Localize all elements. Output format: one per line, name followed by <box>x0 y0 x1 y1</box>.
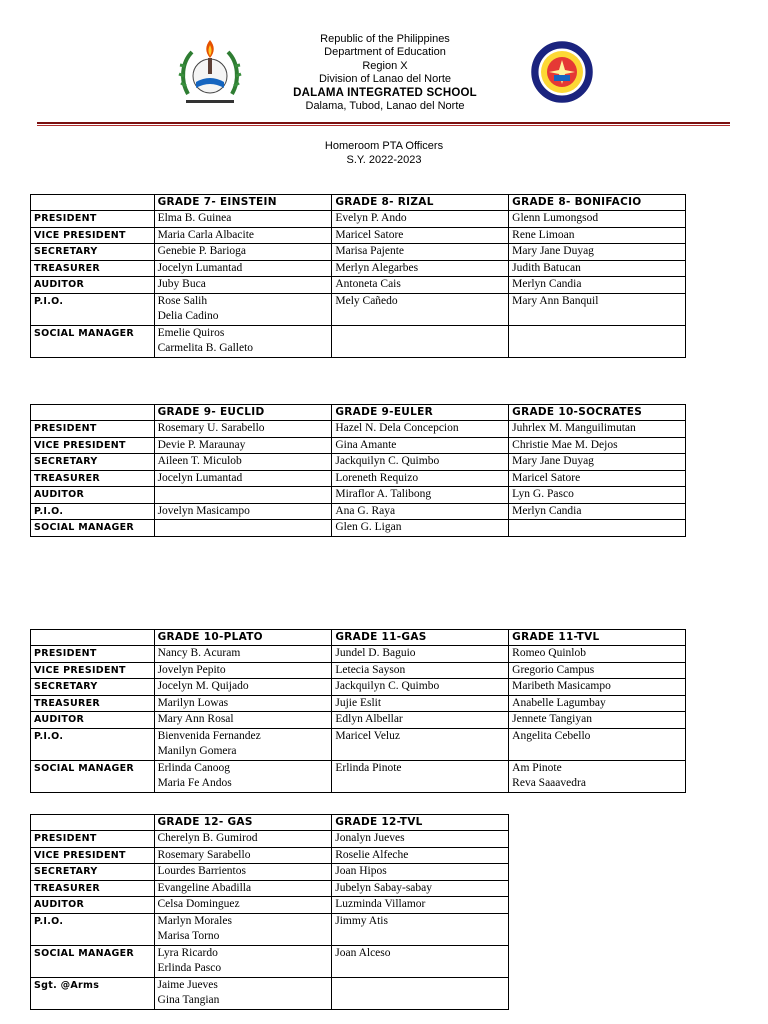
officer-name: Christie Mae M. Dejos <box>512 438 618 451</box>
officer-name-cell <box>154 679 332 696</box>
officer-name-cell <box>154 945 332 977</box>
table-row <box>31 880 509 897</box>
officer-name-cell <box>332 831 509 848</box>
officers-table-2 <box>30 404 686 537</box>
officer-name-cell <box>509 454 686 471</box>
officer-name-cell <box>332 470 509 487</box>
table-row <box>31 470 686 487</box>
officer-name: Carmelita B. Galleto <box>157 342 254 354</box>
table-row <box>31 831 509 848</box>
officer-name: Celsa Dominguez <box>157 898 240 910</box>
division-seal-icon <box>178 36 242 110</box>
officer-name: Joan Alceso <box>335 946 391 959</box>
header-line-3: Region X <box>362 59 408 72</box>
officer-name: Angelita Cebello <box>512 729 591 742</box>
officer-name-cell <box>332 260 509 277</box>
officer-name-cell <box>154 421 332 438</box>
position-label: VICE PRESIDENT <box>31 662 155 679</box>
officer-name: Jackquilyn C. Quimbo <box>335 680 440 692</box>
officer-name-cell <box>509 760 686 792</box>
officer-name: Bienvenida Fernandez <box>157 729 261 742</box>
officer-name-cell <box>332 520 509 537</box>
officer-name-cell <box>154 227 332 244</box>
officer-name-cell <box>332 211 509 228</box>
table-row <box>31 421 686 438</box>
school-address: Dalama, Tubod, Lanao del Norte <box>305 100 465 113</box>
position-label: AUDITOR <box>31 712 155 729</box>
position-header-cell <box>31 630 155 646</box>
position-label: P.I.O. <box>31 293 155 325</box>
officer-name: Jubelyn Sabay-sabay <box>335 881 433 894</box>
position-label: PRESIDENT <box>31 646 155 663</box>
officer-name-cell <box>509 520 686 537</box>
school-name: DALAMA INTEGRATED SCHOOL <box>293 86 477 99</box>
officer-name: Delia Cadino <box>157 310 219 322</box>
officer-name-cell <box>509 277 686 294</box>
officer-name: Gina Tangian <box>157 994 220 1006</box>
officer-name-cell <box>332 913 509 945</box>
officer-name-cell <box>154 977 332 1009</box>
officer-name-cell <box>509 325 686 357</box>
officer-name: Rosemary Sarabello <box>157 848 251 861</box>
officer-name: Marilyn Lowas <box>157 696 229 709</box>
grade-header: GRADE 12- GAS <box>154 815 332 831</box>
officer-name: Merlyn Candia <box>512 278 582 290</box>
officer-name-cell <box>332 227 509 244</box>
position-label: PRESIDENT <box>31 831 155 848</box>
position-label: TREASURER <box>31 880 155 897</box>
officer-name-cell <box>154 646 332 663</box>
officer-name-cell <box>332 760 509 792</box>
officer-name: Joan Hipos <box>335 865 387 877</box>
officer-name: Anabelle Lagumbay <box>512 696 606 709</box>
officer-name-cell <box>154 211 332 228</box>
grade-header: GRADE 9- EUCLID <box>154 405 332 421</box>
officer-name-cell <box>332 864 509 881</box>
officer-name: Jennete Tangiyan <box>512 713 592 725</box>
officer-name: Aileen T. Miculob <box>157 455 242 467</box>
officer-name-cell <box>332 277 509 294</box>
officer-name: Mary Ann Banquil <box>512 294 599 307</box>
officer-name: Edlyn Albellar <box>335 713 403 725</box>
officer-name-cell <box>332 244 509 261</box>
table-row <box>31 520 686 537</box>
officer-name-cell <box>332 880 509 897</box>
officer-name-cell <box>332 728 509 760</box>
officer-name-cell <box>332 325 509 357</box>
officer-name-cell <box>509 487 686 504</box>
officer-name: Jovelyn Masicampo <box>157 504 250 517</box>
position-label: SECRETARY <box>31 864 155 881</box>
table-row <box>31 437 686 454</box>
position-label: SOCIAL MANAGER <box>31 325 155 357</box>
officer-name-cell <box>509 293 686 325</box>
officer-name: Glen G. Ligan <box>335 521 402 533</box>
officer-name: Marlyn Morales <box>157 914 232 927</box>
table-row <box>31 913 509 945</box>
officer-name: Rene Limoan <box>512 228 575 241</box>
position-header-cell <box>31 405 155 421</box>
table-row <box>31 503 686 520</box>
officer-name: Rosemary U. Sarabello <box>157 422 265 434</box>
officer-name-cell <box>332 454 509 471</box>
officer-name: Jackquilyn C. Quimbo <box>335 455 440 467</box>
officer-name: Evangeline Abadilla <box>157 881 252 894</box>
officer-name: Marisa Pajente <box>335 245 405 257</box>
officer-name: Luzminda Villamor <box>335 898 426 910</box>
officer-name-cell <box>154 293 332 325</box>
grade-header: GRADE 12-TVL <box>332 815 509 831</box>
officer-name: Jimmy Atis <box>335 914 388 927</box>
officer-name: Merlyn Candia <box>512 504 582 517</box>
position-label: TREASURER <box>31 260 155 277</box>
officer-name: Lyn G. Pasco <box>512 488 574 500</box>
table-row <box>31 695 686 712</box>
officer-name-cell <box>332 847 509 864</box>
officer-name: Roselie Alfeche <box>335 848 409 861</box>
officer-name-cell <box>154 260 332 277</box>
table-row <box>31 646 686 663</box>
officer-name: Emelie Quiros <box>157 326 225 339</box>
officer-name: Hazel N. Dela Concepcion <box>335 422 459 434</box>
grade-header: GRADE 9-EULER <box>332 405 509 421</box>
officer-name: Erlinda Pasco <box>157 962 222 974</box>
officer-name-cell <box>332 679 509 696</box>
officer-name-cell <box>154 897 332 914</box>
officer-name-cell <box>154 244 332 261</box>
officer-name-cell <box>332 662 509 679</box>
table-row <box>31 760 686 792</box>
officer-name: Maria Fe Andos <box>157 777 232 789</box>
deped-seal-icon <box>531 41 593 103</box>
position-header-cell <box>31 815 155 831</box>
position-label: AUDITOR <box>31 897 155 914</box>
officers-table-4 <box>30 814 509 1010</box>
officer-name: Genebie P. Barioga <box>157 245 247 257</box>
position-label: PRESIDENT <box>31 211 155 228</box>
table-row <box>31 712 686 729</box>
officer-name: Maribeth Masicampo <box>512 680 611 692</box>
grade-header: GRADE 10-SOCRATES <box>509 405 686 421</box>
officer-name: Devie P. Maraunay <box>157 438 246 451</box>
officer-name-cell <box>332 977 509 1009</box>
officer-name: Am Pinote <box>512 761 562 774</box>
header-line-4: Division of Lanao del Norte <box>318 73 452 86</box>
officer-name-cell <box>154 520 332 537</box>
officer-name-cell <box>332 421 509 438</box>
officer-name: Mary Jane Duyag <box>512 245 594 257</box>
officer-name: Letecia Sayson <box>335 663 406 676</box>
officer-name-cell <box>154 880 332 897</box>
officer-name-cell <box>509 503 686 520</box>
officer-name: Loreneth Requizo <box>335 471 419 484</box>
officer-name-cell <box>154 437 332 454</box>
officer-name-cell <box>154 712 332 729</box>
officer-name-cell <box>154 662 332 679</box>
officer-name: Jocelyn M. Quijado <box>157 680 249 692</box>
officer-name-cell <box>509 470 686 487</box>
position-label: AUDITOR <box>31 487 155 504</box>
officer-name: Evelyn P. Ando <box>335 212 407 224</box>
table-row <box>31 277 686 294</box>
position-label: VICE PRESIDENT <box>31 227 155 244</box>
grade-header: GRADE 10-PLATO <box>154 630 332 646</box>
officer-name: Mely Cañedo <box>335 294 398 307</box>
position-label: P.I.O. <box>31 913 155 945</box>
officer-name-cell <box>154 487 332 504</box>
officer-name-cell <box>509 679 686 696</box>
officer-name: Lourdes Barrientos <box>157 865 246 877</box>
grade-header: GRADE 11-GAS <box>332 630 509 646</box>
officer-name: Miraflor A. Talibong <box>335 488 432 500</box>
officer-name-cell <box>154 277 332 294</box>
officer-name-cell <box>332 293 509 325</box>
officer-name: Juhrlex M. Manguilimutan <box>512 422 636 434</box>
officer-name: Lyra Ricardo <box>157 946 218 959</box>
officer-name: Erlinda Canoog <box>157 761 231 774</box>
officer-name: Manilyn Gomera <box>157 745 237 757</box>
grade-header: GRADE 8- RIZAL <box>332 195 509 211</box>
position-label: PRESIDENT <box>31 421 155 438</box>
table-row <box>31 945 509 977</box>
position-label: SECRETARY <box>31 679 155 696</box>
grade-header: GRADE 11-TVL <box>509 630 686 646</box>
officer-name-cell <box>154 913 332 945</box>
officer-name: Judith Batucan <box>512 261 581 274</box>
document-title: Homeroom PTA Officers <box>324 140 444 152</box>
officer-name-cell <box>332 646 509 663</box>
table-row <box>31 260 686 277</box>
position-label: Sgt. @Arms <box>31 977 155 1009</box>
table-row <box>31 244 686 261</box>
table-row <box>31 662 686 679</box>
officer-name-cell <box>332 712 509 729</box>
officer-name-cell <box>332 487 509 504</box>
officer-name: Merlyn Alegarbes <box>335 261 419 274</box>
table-row <box>31 847 509 864</box>
table-row <box>31 454 686 471</box>
officer-name-cell <box>332 695 509 712</box>
grade-header: GRADE 8- BONIFACIO <box>509 195 686 211</box>
officer-name: Gregorio Campus <box>512 663 595 676</box>
table-row <box>31 227 686 244</box>
position-label: TREASURER <box>31 695 155 712</box>
officer-name: Marisa Torno <box>157 930 220 942</box>
officer-name: Jujie Eslit <box>335 696 382 709</box>
officer-name: Cherelyn B. Gumirod <box>157 832 258 844</box>
officer-name-cell <box>509 695 686 712</box>
position-label: AUDITOR <box>31 277 155 294</box>
position-label: SOCIAL MANAGER <box>31 520 155 537</box>
position-label: VICE PRESIDENT <box>31 437 155 454</box>
position-label: SECRETARY <box>31 244 155 261</box>
officer-name-cell <box>509 712 686 729</box>
officer-name-cell <box>154 728 332 760</box>
table-row <box>31 977 509 1009</box>
officer-name: Maria Carla Albacite <box>157 228 254 241</box>
officer-name: Jovelyn Pepito <box>157 663 226 676</box>
officer-name: Glenn Lumongsod <box>512 212 599 224</box>
officer-name: Mary Ann Rosal <box>157 713 234 725</box>
officer-name-cell <box>154 695 332 712</box>
officer-name-cell <box>509 244 686 261</box>
officer-name: Reva Saaavedra <box>512 777 586 789</box>
officer-name: Ana G. Raya <box>335 504 396 517</box>
officer-name-cell <box>154 470 332 487</box>
officer-name: Maricel Veluz <box>335 729 400 742</box>
officers-table-1 <box>30 194 686 358</box>
officer-name: Romeo Quinlob <box>512 647 586 659</box>
officer-name: Jocelyn Lumantad <box>157 261 243 274</box>
officer-name: Jonalyn Jueves <box>335 832 405 844</box>
officer-name: Nancy B. Acuram <box>157 647 241 659</box>
position-label: TREASURER <box>31 470 155 487</box>
header-line-1: Republic of the Philippines <box>320 33 450 45</box>
officer-name: Maricel Satore <box>335 228 404 241</box>
officer-name-cell <box>154 760 332 792</box>
table-row <box>31 325 686 357</box>
officer-name-cell <box>154 864 332 881</box>
officer-name: Juby Buca <box>157 278 206 290</box>
header-divider <box>37 122 730 124</box>
officer-name-cell <box>509 227 686 244</box>
officer-name: Elma B. Guinea <box>157 212 232 224</box>
officer-name-cell <box>154 503 332 520</box>
position-label: SOCIAL MANAGER <box>31 760 155 792</box>
table-row <box>31 864 509 881</box>
position-label: P.I.O. <box>31 503 155 520</box>
officer-name-cell <box>154 831 332 848</box>
table-row <box>31 211 686 228</box>
document-title-block <box>0 140 768 167</box>
position-label: VICE PRESIDENT <box>31 847 155 864</box>
officer-name-cell <box>509 211 686 228</box>
officer-name: Gina Amante <box>335 438 397 451</box>
officers-table-3 <box>30 629 686 793</box>
officer-name-cell <box>332 897 509 914</box>
officer-name-cell <box>509 662 686 679</box>
officer-name: Antoneta Cais <box>335 278 401 290</box>
officer-name-cell <box>509 421 686 438</box>
officer-name-cell <box>509 437 686 454</box>
table-row <box>31 293 686 325</box>
header-divider-thin <box>37 125 730 126</box>
officer-name: Rose Salih <box>157 294 208 307</box>
officer-name-cell <box>154 325 332 357</box>
table-row <box>31 897 509 914</box>
officer-name-cell <box>154 454 332 471</box>
officer-name-cell <box>509 260 686 277</box>
officer-name-cell <box>332 945 509 977</box>
officer-name: Erlinda Pinote <box>335 761 402 774</box>
officer-name-cell <box>332 437 509 454</box>
position-label: SOCIAL MANAGER <box>31 945 155 977</box>
school-year: S.Y. 2022-2023 <box>346 153 422 166</box>
officer-name: Maricel Satore <box>512 471 581 484</box>
header-line-2: Department of Education <box>324 46 446 59</box>
officer-name: Jocelyn Lumantad <box>157 471 243 484</box>
officer-name: Jundel D. Baguio <box>335 647 416 659</box>
position-label: SECRETARY <box>31 454 155 471</box>
table-row <box>31 679 686 696</box>
officer-name-cell <box>509 728 686 760</box>
officer-name: Jaime Jueves <box>157 978 218 991</box>
letterhead <box>0 33 768 119</box>
officer-name: Mary Jane Duyag <box>512 455 594 467</box>
officer-name-cell <box>332 503 509 520</box>
grade-header: GRADE 7- EINSTEIN <box>154 195 332 211</box>
officer-name-cell <box>509 646 686 663</box>
officer-name-cell <box>154 847 332 864</box>
table-row <box>31 728 686 760</box>
table-row <box>31 487 686 504</box>
position-label: P.I.O. <box>31 728 155 760</box>
position-header-cell <box>31 195 155 211</box>
